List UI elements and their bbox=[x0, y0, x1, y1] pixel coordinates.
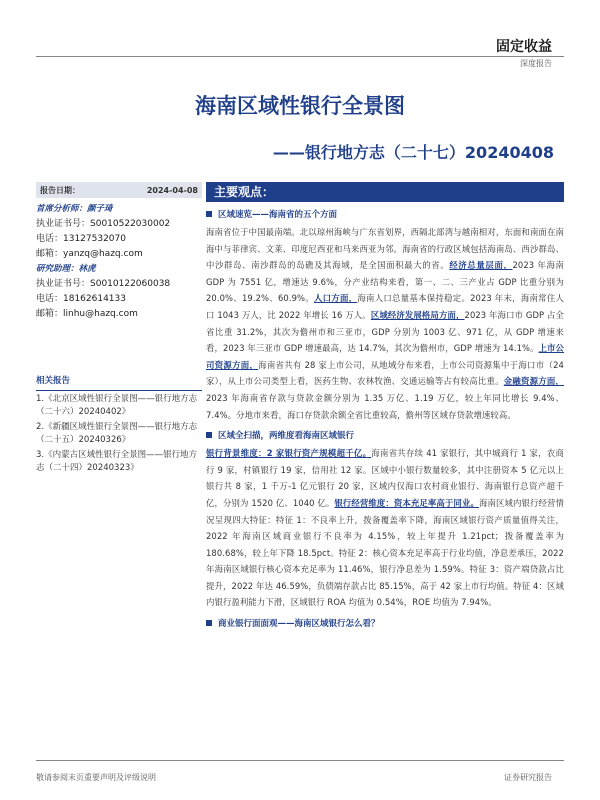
bullet-title: 区域全扫描，两维度看海南区域银行 bbox=[218, 431, 355, 442]
section-bullet bbox=[206, 208, 564, 220]
para-text: 海南省共存续 41 家银行，其中城商行 1 家，农商行 9 家，村镇银行 19 家，信用社 12 家。区域中小银行数量较多，其中注册资本 5 亿元以上银行共 8 家，1 千万-1 亿元银行 20 家，区域内仅海口农村商业银行、海南银行总资产超千亿，分别为 1520 亿、1040 亿。 bbox=[206, 448, 564, 508]
section-bullet bbox=[206, 429, 564, 441]
analyst-email[interactable]: 邮箱：yanzq@hazq.com bbox=[36, 249, 143, 259]
header-divider bbox=[36, 56, 564, 57]
date-label: 报告日期： bbox=[40, 185, 80, 195]
page-header bbox=[0, 0, 600, 70]
related-reports-heading: 相关报告 bbox=[36, 374, 202, 391]
report-date-bar bbox=[36, 182, 202, 198]
related-report-item[interactable]: 3.《内蒙古区域性银行全景图——银行地方志（二十四）20240323》 bbox=[36, 450, 198, 473]
para-text: 2023 年海南省存款与贷款金额分别为 1.35 万亿、1.19 万亿，较上年同比增长 9.4%、7.4%。分地市来看，海口存贷款余额全省比重较高，儋州等区域存贷款增速较高。 bbox=[206, 392, 564, 420]
report-subcategory: 深度报告 bbox=[520, 59, 552, 68]
key-points-heading: 主要观点： bbox=[206, 182, 564, 202]
para-highlight: 人口方面， bbox=[313, 293, 358, 304]
left-sidebar bbox=[36, 182, 202, 475]
footer-disclaimer: 敬请参阅末页重要声明及评级说明 bbox=[36, 773, 156, 782]
bank-scan-paragraph bbox=[206, 445, 564, 611]
para-highlight: 区域经济发展格局方面， bbox=[370, 309, 465, 320]
bullet-title: 区域速览——海南省的五个方面 bbox=[218, 210, 338, 220]
para-highlight: 经济总量层面， bbox=[449, 260, 513, 271]
para-text: 2023 年海南 GDP 为 7551 亿，增速达 9.6%，分产业结构来看，第一、二、三产业占 GDP 比重分别为 20.0%、19.2%、60.9%。 bbox=[206, 260, 565, 304]
para-highlight: 银行经营维度：资本充足率高于同业。 bbox=[334, 497, 479, 508]
assistant-line bbox=[36, 262, 202, 277]
para-text: 海南人口总量基本保持稳定。2023 年末，海南常住人口 1043 万人，比 2022 年增长 16 万人。 bbox=[206, 293, 565, 320]
main-content bbox=[206, 182, 564, 629]
para-text: 海南省共有 28 家上市公司，从地域分布来看，上市公司资源集中于海口市（24 家），从上市公司类型上看，医药生物、农林牧渔、交通运输等占有较高比重。 bbox=[206, 359, 564, 387]
assistant-email[interactable]: 邮箱：linhu@hazq.com bbox=[36, 309, 138, 319]
report-subtitle: ——银行地方志（二十七）20240408 bbox=[272, 143, 554, 162]
section-bullet bbox=[206, 617, 564, 629]
region-overview-paragraph bbox=[206, 224, 564, 423]
report-title: 海南区域性银行全景图 bbox=[195, 94, 405, 118]
related-report-item[interactable]: 1.《北京区域性银行全景图——银行地方志（二十六）20240402》 bbox=[36, 394, 198, 417]
analyst-label: 首席分析师： bbox=[36, 204, 88, 214]
related-report-item[interactable]: 2.《新疆区域性银行全景图——银行地方志（二十五）20240326》 bbox=[36, 422, 198, 445]
analyst-cert: 执业证书号：S0010522030002 bbox=[36, 219, 171, 229]
para-highlight: 银行背景维度：2 家银行资产规模超千亿。 bbox=[206, 448, 372, 459]
para-highlight: 金融资源方面， bbox=[503, 376, 564, 387]
analyst-phone: 电话：13127532070 bbox=[36, 234, 126, 244]
analyst-line bbox=[36, 202, 202, 217]
para-highlight: 上市公司资源方面， bbox=[206, 343, 564, 370]
para-text: 2023 年海口市 GDP 占全省比重 31.2%，其次为儋州市和三亚市，GDP 分别为 1003 亿、971 亿，从 GDP 增速来看，2023 年三亚市 GDP 增速最高，达 14.7%，其次为儋州市，GDP 增速为 14.1%。 bbox=[206, 309, 564, 354]
square-bullet-icon bbox=[206, 432, 212, 438]
assistant-phone: 电话：18162614133 bbox=[36, 294, 126, 304]
para-text: 海南省位于中国最南端。北以琼州海峡与广东省划界，西隔北部湾与越南相对，东面和南面在南海中与菲律宾、文莱、印度尼西亚和马来西亚为邻。海南省的行政区域包括海南岛、西沙群岛、中沙群岛、南沙群岛的岛礁及其海域，是全国面积最大的省。 bbox=[206, 227, 564, 271]
square-bullet-icon bbox=[206, 620, 212, 626]
date-value: 2024-04-08 bbox=[146, 185, 198, 195]
assistant-name: 林虎 bbox=[78, 264, 96, 274]
bullet-title: 商业银行面面观——海南区域银行怎么看？ bbox=[218, 619, 380, 630]
report-category: 固定收益 bbox=[496, 39, 552, 55]
assistant-cert: 执业证书号：S0010122060038 bbox=[36, 279, 171, 289]
para-text: 海南区域内银行经营情况呈现四大特征：特征 1：不良率上升，拨备覆盖率下降，海南区域银行资产质量值得关注，2022 年海南区域商业银行不良率为 4.15%，较上年提升 1.21pct；拨备覆盖率为 180.68%，较上年下降 18.5pct。特征 2：核心资本充足率高于行业均值，净息差承压，2022 年海南区域银行核心资本充足率为 11.46%，银行净息差为 1.59%。特征 3：资产端贷款占比提升，2022 年达 46.59%，负债端存款占比 85.15%，高于 42 家上市行均值。特征 4：区域内银行盈利能力下滑，区域银行 ROA 均值为 0.54%，ROE 均值为 7.94%。 bbox=[206, 497, 564, 608]
assistant-label: 研究助理： bbox=[36, 264, 79, 274]
footer-divider bbox=[36, 760, 564, 761]
square-bullet-icon bbox=[206, 211, 212, 217]
analyst-name: 颜子琦 bbox=[87, 204, 113, 214]
footer-label: 证券研究报告 bbox=[504, 773, 552, 782]
